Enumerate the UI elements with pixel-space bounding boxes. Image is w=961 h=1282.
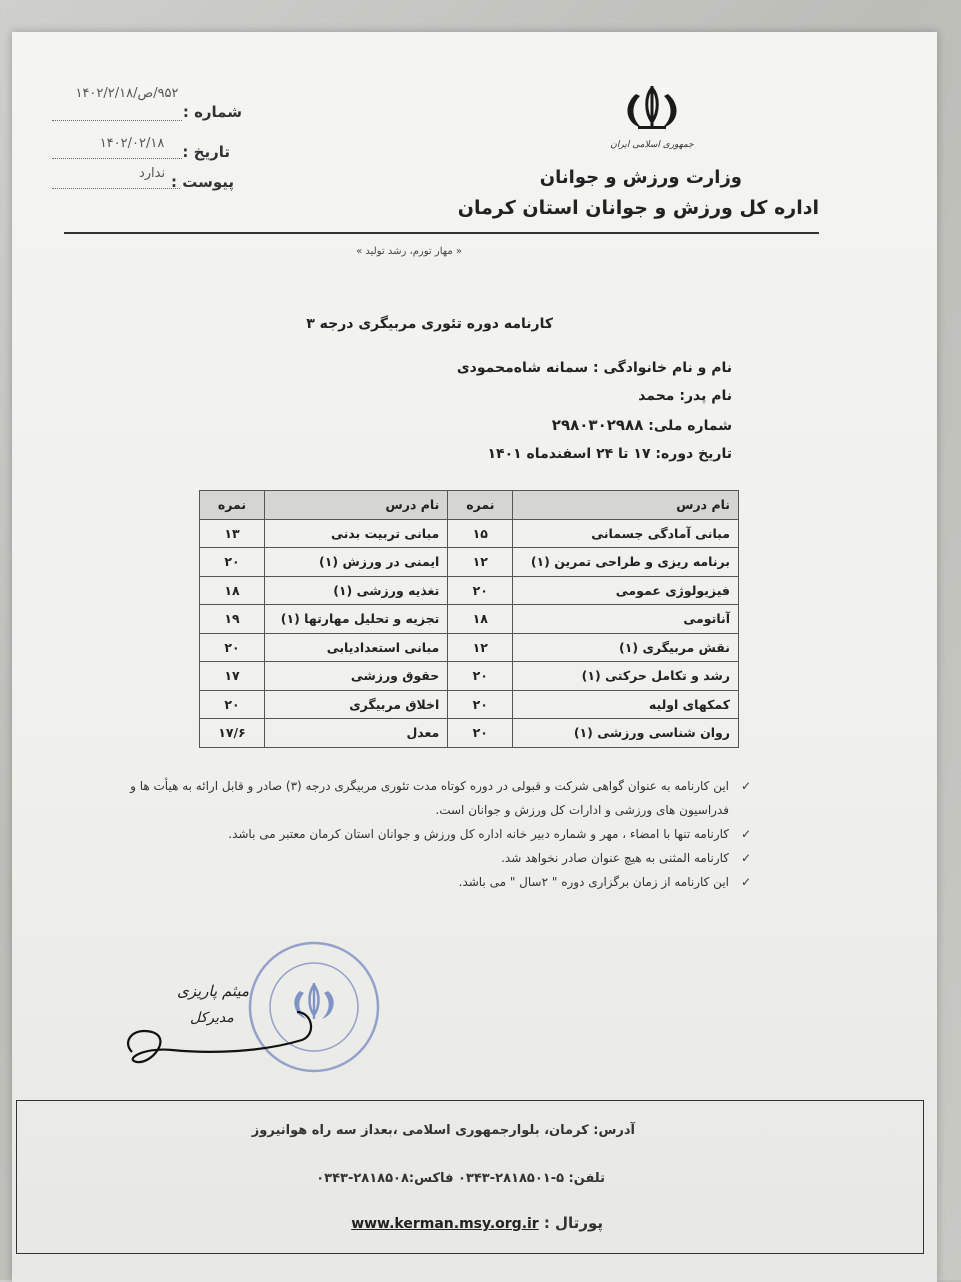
number-label: شماره : bbox=[182, 103, 242, 121]
course-cell: نقش مربیگری (۱) bbox=[513, 633, 739, 662]
letter-attachment bbox=[52, 166, 234, 198]
table-row bbox=[200, 690, 739, 719]
office-name: اداره کل ورزش و جوانان استان کرمان bbox=[457, 197, 819, 219]
period-value: ۱۷ تا ۲۴ اسفندماه ۱۴۰۱ bbox=[487, 446, 651, 462]
national-id-value: ۲۹۸۰۳۰۲۹۸۸ bbox=[551, 416, 644, 434]
person-name-row bbox=[457, 360, 732, 376]
footer-portal bbox=[351, 1213, 603, 1232]
signatory-role: مدیرکل bbox=[190, 1010, 234, 1026]
course-cell: روان شناسی ورزشی (۱) bbox=[513, 719, 739, 748]
grade-cell: ۲۰ bbox=[448, 690, 513, 719]
attachment-label: پیوست : bbox=[170, 173, 234, 191]
header-course-2: نام درس bbox=[265, 491, 448, 520]
table-row bbox=[200, 662, 739, 691]
average-value-cell: ۱۷/۶ bbox=[200, 719, 265, 748]
note-item: ✓ کارنامه تنها با امضاء ، مهر و شماره دبیر خانه اداره کل ورزش و جوانان استان کرمان معتبر می باشد. bbox=[121, 822, 751, 846]
header-divider bbox=[64, 232, 819, 234]
course-cell: فیزیولوژی عمومی bbox=[513, 576, 739, 605]
name-label: نام و نام خانوادگی : bbox=[592, 360, 732, 376]
grade-cell: ۱۹ bbox=[200, 605, 265, 634]
table-row bbox=[200, 519, 739, 548]
grade-cell: ۲۰ bbox=[448, 576, 513, 605]
father-value: محمد bbox=[638, 388, 675, 404]
table-row bbox=[200, 576, 739, 605]
grade-cell: ۲۰ bbox=[448, 719, 513, 748]
portal-label: پورتال : bbox=[543, 1214, 603, 1232]
table-header-row bbox=[200, 491, 739, 520]
ministry-name: وزارت ورزش و جوانان bbox=[539, 167, 742, 188]
emblem-caption: جمهوری اسلامی ایران bbox=[610, 140, 694, 150]
table-row bbox=[200, 548, 739, 577]
note-item: ✓ کارنامه المثنی به هیچ عنوان صادر نخواهد شد. bbox=[121, 846, 751, 870]
grade-cell: ۱۲ bbox=[448, 633, 513, 662]
course-cell: کمکهای اولیه bbox=[513, 690, 739, 719]
course-cell: تجزیه و تحلیل مهارتها (۱) bbox=[265, 605, 448, 634]
note-item: ✓ این کارنامه از زمان برگزاری دوره " ۲سال " می باشد. bbox=[121, 870, 751, 894]
number-dots bbox=[52, 120, 182, 121]
father-name-row bbox=[638, 388, 732, 404]
header-grade-1: نمره bbox=[448, 491, 513, 520]
name-value: سمانه شاه‌محمودی bbox=[456, 360, 589, 376]
portal-link[interactable]: www.kerman.msy.org.ir bbox=[351, 1216, 539, 1232]
footer-address: آدرس: کرمان، بلوارجمهوری اسلامی ،بعداز سه راه هوانیروز bbox=[251, 1123, 635, 1138]
average-label-cell: معدل bbox=[265, 719, 448, 748]
grade-cell: ۲۰ bbox=[200, 548, 265, 577]
grade-cell: ۲۰ bbox=[448, 662, 513, 691]
national-id-row bbox=[552, 416, 732, 434]
grade-cell: ۱۷ bbox=[200, 662, 265, 691]
national-id-label: شماره ملی: bbox=[648, 418, 732, 434]
grade-cell: ۱۸ bbox=[448, 605, 513, 634]
course-cell: برنامه ریزی و طراحی تمرین (۱) bbox=[513, 548, 739, 577]
signature-scribble bbox=[112, 992, 322, 1072]
course-cell: مبانی تربیت بدنی bbox=[265, 519, 448, 548]
father-label: نام پدر: bbox=[679, 388, 732, 404]
period-label: تاریخ دوره: bbox=[655, 446, 732, 462]
course-cell: اخلاق مربیگری bbox=[265, 690, 448, 719]
attachment-dots bbox=[52, 188, 180, 189]
date-value: ۱۴۰۲/۰۲/۱۸ bbox=[99, 136, 165, 151]
signatory-name: میثم پاریزی bbox=[177, 982, 250, 1000]
course-cell: آناتومی bbox=[513, 605, 739, 634]
note-item: ✓ این کارنامه به عنوان گواهی شرکت و قبولی در دوره کوتاه مدت تئوری مربیگری درجه (۳) صادر و قابل ارائه به هیأت ها و فدراسیون های ورزشی و ادارات کل ورزش و جوانان است. bbox=[121, 774, 751, 822]
slogan: « مهار تورم، رشد تولید » bbox=[356, 246, 462, 257]
document-page bbox=[12, 32, 937, 1282]
course-cell: ایمنی در ورزش (۱) bbox=[265, 548, 448, 577]
letter-number bbox=[52, 86, 242, 128]
grade-cell: ۱۲ bbox=[448, 548, 513, 577]
header-course-1: نام درس bbox=[513, 491, 739, 520]
course-cell: تغذیه ورزشی (۱) bbox=[265, 576, 448, 605]
document-title: کارنامه دوره تئوری مربیگری درجه ۳ bbox=[306, 316, 553, 332]
course-cell: مبانی آمادگی جسمانی bbox=[513, 519, 739, 548]
letter-date bbox=[52, 136, 230, 168]
footer-phone: تلفن: ۵-۲۸۱۸۵۰۱-۰۳۴۳ فاکس:۲۸۱۸۵۰۸-۰۳۴۳ bbox=[316, 1171, 605, 1186]
footer-box bbox=[16, 1100, 924, 1254]
header-grade-2: نمره bbox=[200, 491, 265, 520]
grade-cell: ۱۸ bbox=[200, 576, 265, 605]
grades-table bbox=[199, 490, 739, 748]
number-value: ۹۵۲/ص/۱۴۰۲/۲/۱۸ bbox=[75, 86, 179, 101]
table-row bbox=[200, 605, 739, 634]
notes-list bbox=[121, 774, 751, 894]
grade-cell: ۲۰ bbox=[200, 690, 265, 719]
date-label: تاریخ : bbox=[182, 143, 230, 161]
grade-cell: ۲۰ bbox=[200, 633, 265, 662]
table-row bbox=[200, 719, 739, 748]
date-dots bbox=[52, 158, 182, 159]
period-row bbox=[487, 446, 732, 462]
grade-cell: ۱۳ bbox=[200, 519, 265, 548]
course-cell: رشد و تکامل حرکتی (۱) bbox=[513, 662, 739, 691]
course-cell: حقوق ورزشی bbox=[265, 662, 448, 691]
grade-cell: ۱۵ bbox=[448, 519, 513, 548]
course-cell: مبانی استعدادیابی bbox=[265, 633, 448, 662]
table-row bbox=[200, 633, 739, 662]
attachment-value: ندارد bbox=[138, 166, 166, 181]
